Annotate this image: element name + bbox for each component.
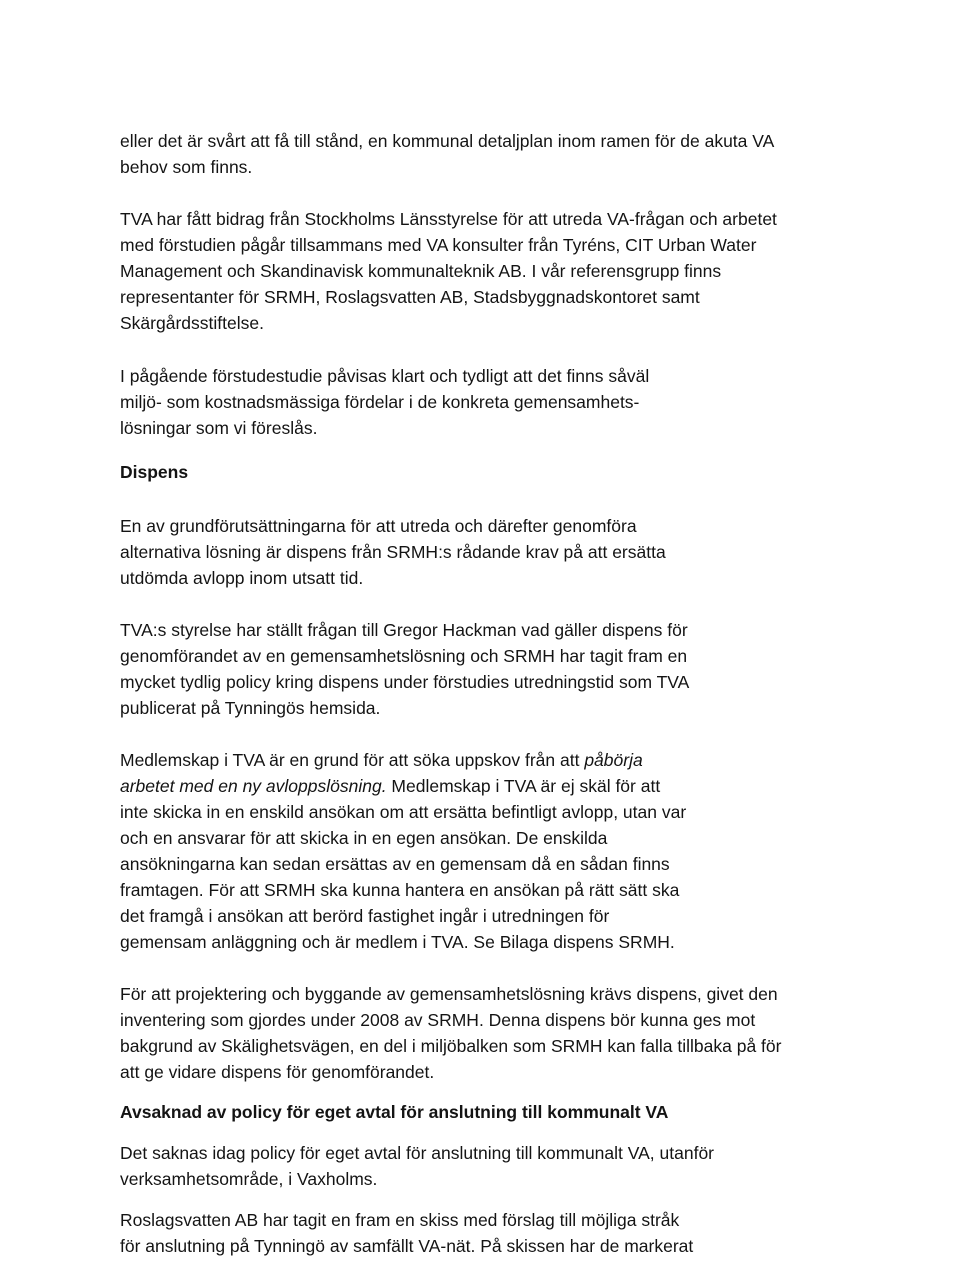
text-line: för anslutning på Tynningö av samfällt VA-nät. På skissen har de markerat	[120, 1236, 694, 1256]
paragraph-forstudie	[120, 363, 880, 441]
document-page	[120, 128, 880, 1285]
text-line: inte skicka in en enskild ansökan om att ersätta befintligt avlopp, utan var	[120, 802, 687, 822]
text-line: bakgrund av Skälighetsvägen, en del i miljöbalken som SRMH kan falla tillbaka på för	[120, 1036, 782, 1056]
text-line: TVA har fått bidrag från Stockholms Länsstyrelse för att utreda VA-frågan och arbetet	[120, 209, 777, 229]
text-line: publicerat på Tynningös hemsida.	[120, 698, 381, 718]
text-run: Medlemskap i TVA är ej skäl för att	[386, 776, 661, 796]
text-line: inventering som gjordes under 2008 av SRMH. Denna dispens bör kunna ges mot	[120, 1010, 756, 1030]
text-line: verksamhetsområde, i Vaxholms.	[120, 1169, 378, 1189]
text-line: TVA:s styrelse har ställt frågan till Gregor Hackman vad gäller dispens för	[120, 620, 688, 640]
text-run: Medlemskap i TVA är en grund för att söka uppskov från att	[120, 750, 585, 770]
text-line: att ge vidare dispens för genomförandet.	[120, 1062, 435, 1082]
text-line: I pågående förstudestudie påvisas klart och tydligt att det finns såväl	[120, 366, 650, 386]
text-line: lösningar som vi föreslås.	[120, 418, 318, 438]
paragraph-projektering	[120, 981, 880, 1085]
text-line	[120, 747, 880, 773]
text-line: utdömda avlopp inom utsatt tid.	[120, 568, 364, 588]
text-line: och en ansvarar för att skicka in en egen ansökan. De enskilda	[120, 828, 608, 848]
text-line: genomförandet av en gemensamhetslösning och SRMH har tagit fram en	[120, 646, 688, 666]
paragraph-saknas-policy	[120, 1140, 880, 1192]
text-line: En av grundförutsättningarna för att utreda och därefter genomföra	[120, 516, 637, 536]
italic-text: arbetet med en ny avloppslösning.	[120, 776, 387, 796]
text-line: ansökningarna kan sedan ersättas av en gemensam då en sådan finns	[120, 854, 670, 874]
heading-avsaknad-policy: Avsaknad av policy för eget avtal för anslutning till kommunalt VA	[120, 1102, 669, 1122]
text-line: det framgå i ansökan att berörd fastighet ingår i utredningen för	[120, 906, 610, 926]
heading-dispens: Dispens	[120, 462, 189, 482]
text-line	[120, 773, 880, 799]
text-line: Management och Skandinavisk kommunalteknik AB. I vår referensgrupp finns	[120, 261, 722, 281]
text-line: behov som finns.	[120, 157, 253, 177]
text-line: Skärgårdsstiftelse.	[120, 313, 264, 333]
text-line: För att projektering och byggande av gemensamhetslösning krävs dispens, givet den	[120, 984, 778, 1004]
text-line: Det saknas idag policy för eget avtal för anslutning till kommunalt VA, utanför	[120, 1143, 715, 1163]
text-line: alternativa lösning är dispens från SRMH:s rådande krav på att ersätta	[120, 542, 666, 562]
paragraph-styrelse	[120, 617, 880, 721]
text-line: eller det är svårt att få till stånd, en kommunal detaljplan inom ramen för de akuta VA	[120, 131, 775, 151]
paragraph-detaljplan	[120, 128, 880, 180]
paragraph-roslagsvatten	[120, 1207, 880, 1259]
paragraph-medlemskap	[120, 747, 880, 955]
paragraph-grundforutsattning	[120, 513, 880, 591]
text-line: Roslagsvatten AB har tagit en fram en skiss med förslag till möjliga stråk	[120, 1210, 680, 1230]
text-line: miljö- som kostnadsmässiga fördelar i de konkreta gemensamhets-	[120, 392, 640, 412]
text-line: mycket tydlig policy kring dispens under förstudies utredningstid som TVA	[120, 672, 690, 692]
paragraph-tva-bidrag	[120, 206, 880, 336]
italic-text: påbörja	[584, 750, 643, 770]
text-line: med förstudien pågår tillsammans med VA konsulter från Tyréns, CIT Urban Water	[120, 235, 757, 255]
text-line: framtagen. För att SRMH ska kunna hantera en ansökan på rätt sätt ska	[120, 880, 680, 900]
text-line: gemensam anläggning och är medlem i TVA. Se Bilaga dispens SRMH.	[120, 932, 675, 952]
text-line: representanter för SRMH, Roslagsvatten AB, Stadsbyggnadskontoret samt	[120, 287, 700, 307]
